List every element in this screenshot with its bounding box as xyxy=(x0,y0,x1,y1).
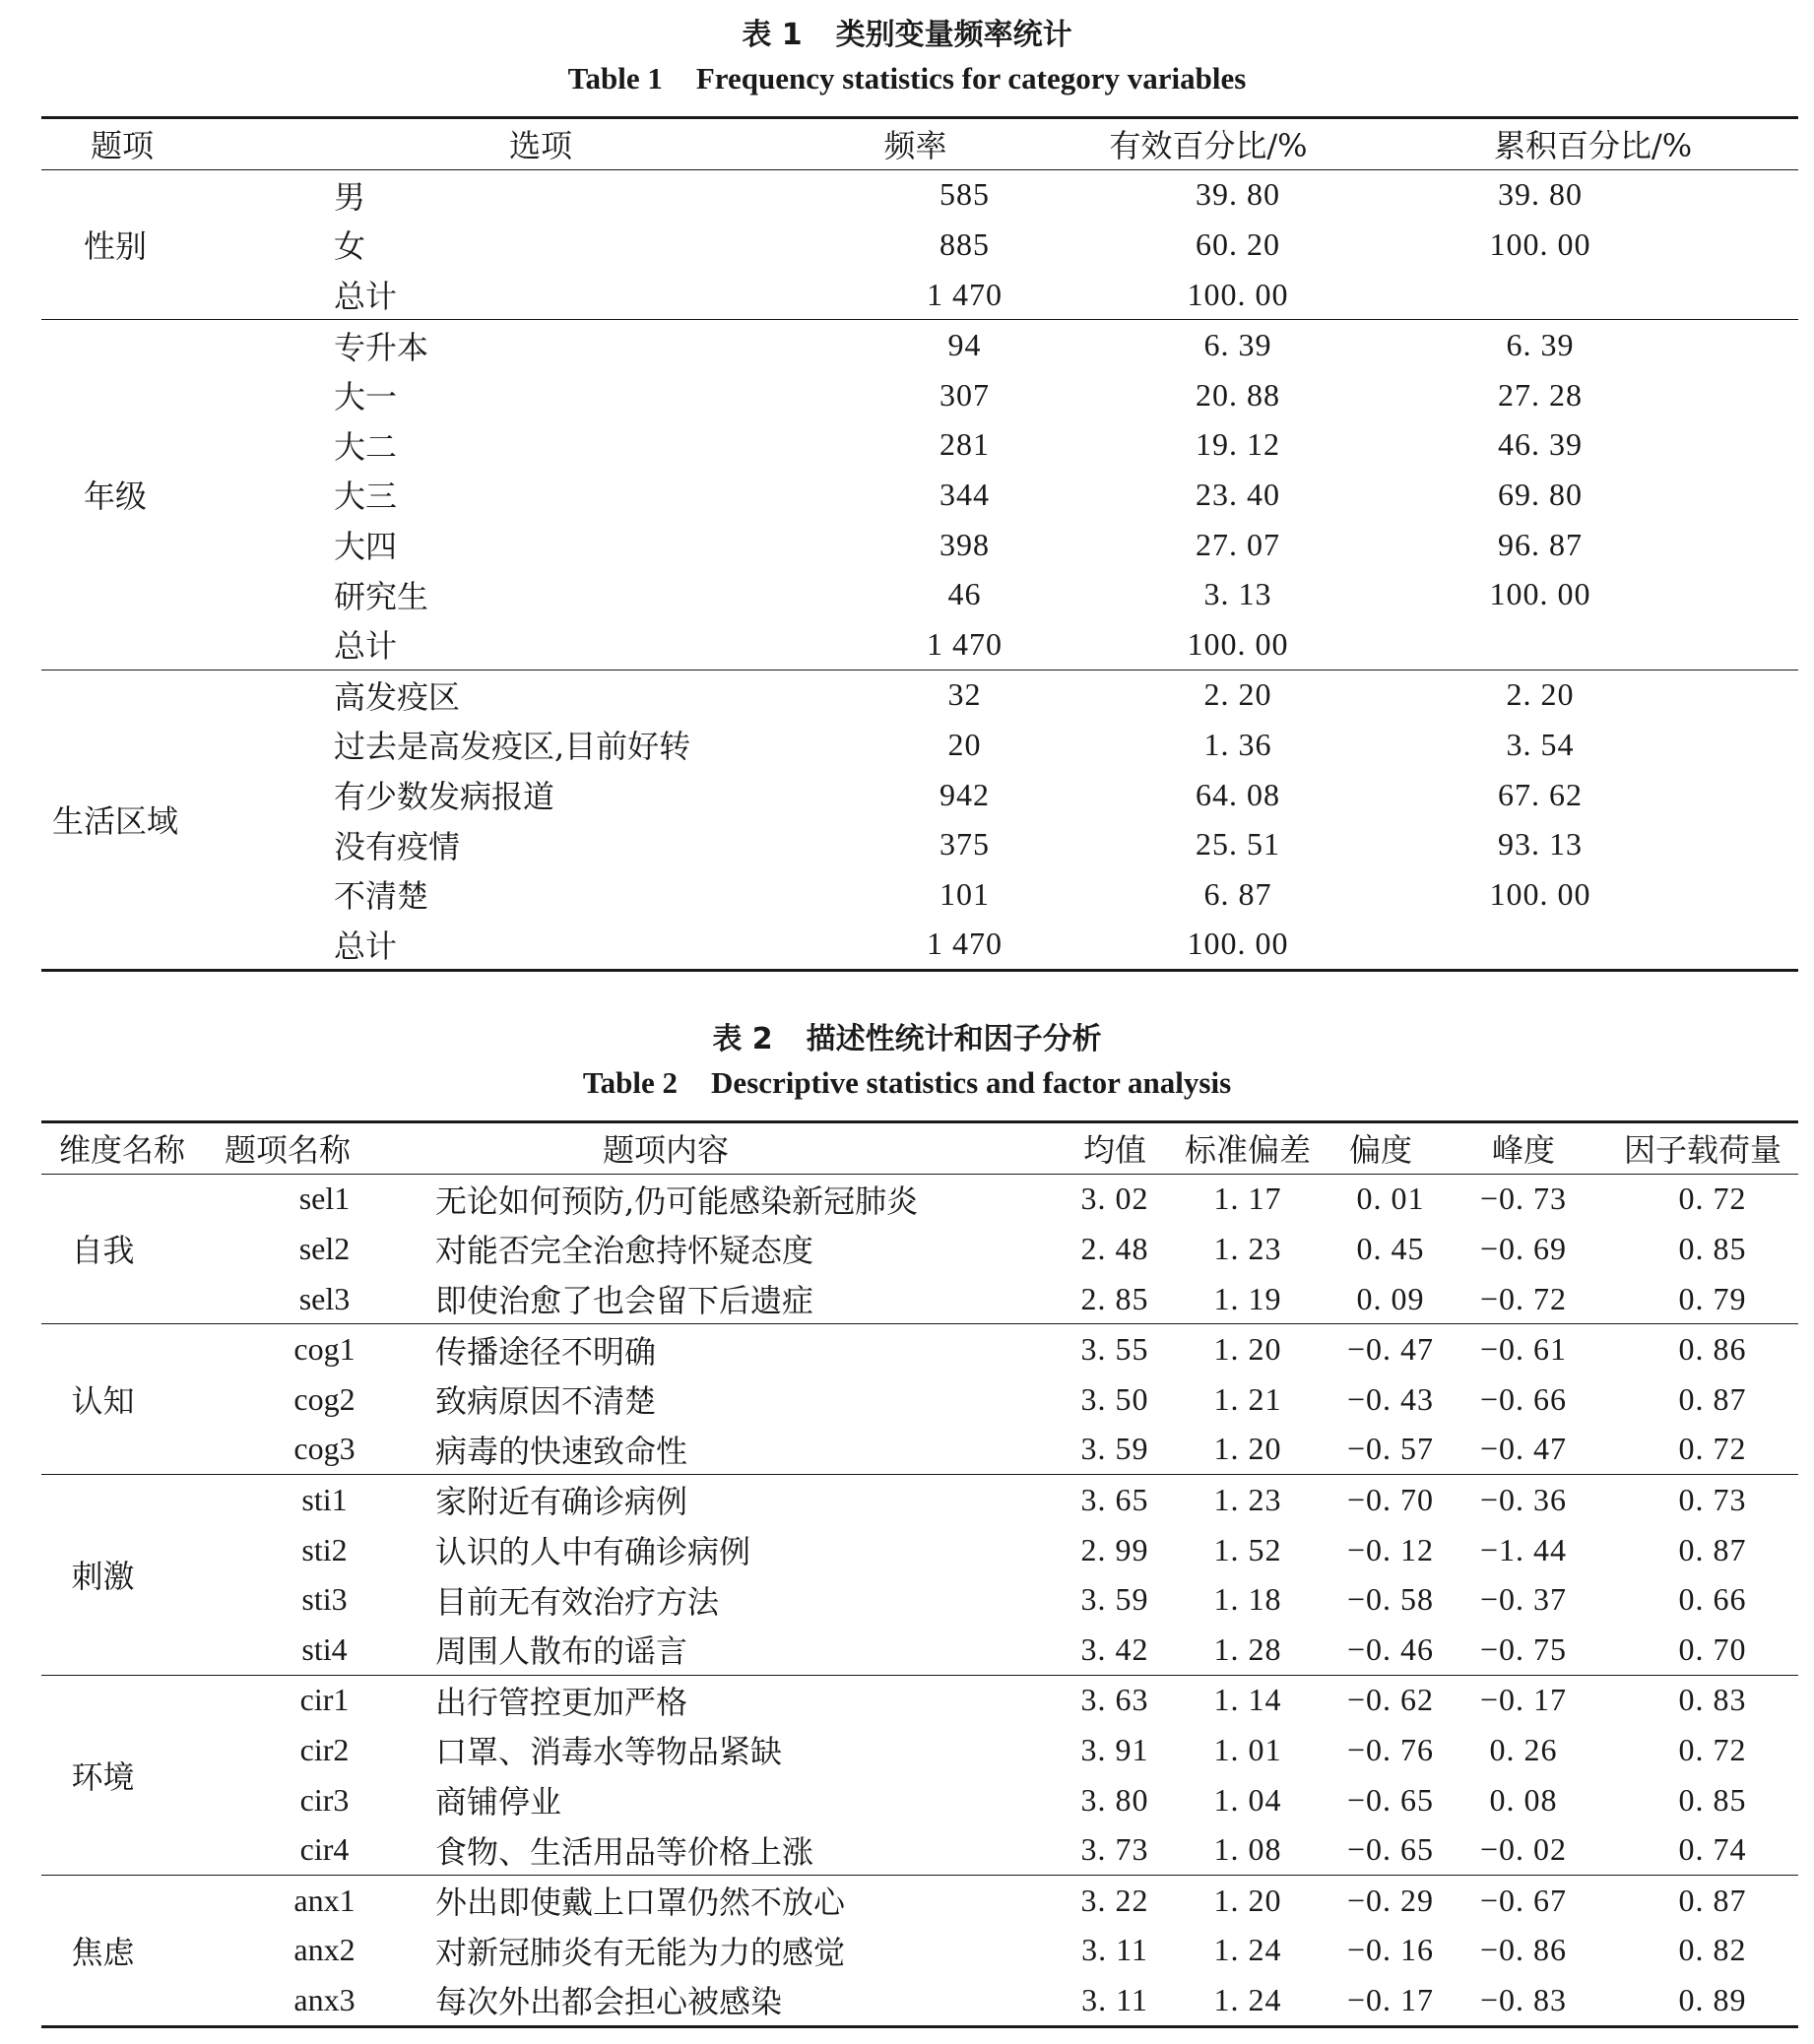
table2-row xyxy=(41,1775,1798,1825)
table1-row xyxy=(41,720,1798,770)
table1-cumulative-percent: 67. 62 xyxy=(1498,776,1583,812)
table2-factor-loading: 0. 87 xyxy=(1678,1882,1747,1918)
table2-row xyxy=(41,1224,1798,1274)
table2-sd: 1. 19 xyxy=(1174,1274,1322,1324)
table2-skewness: −0. 16 xyxy=(1346,1932,1435,1968)
table1-valid-percent: 6. 87 xyxy=(1203,875,1272,912)
table2-dimension-name: 认知 xyxy=(41,1324,209,1475)
table2-item-content: 口罩、消毒水等物品紧缺 xyxy=(435,1733,783,1771)
table2-mean: 3. 11 xyxy=(1056,1975,1174,2026)
table2-factor-loading: 0. 72 xyxy=(1678,1181,1747,1217)
table2-row xyxy=(41,1324,1798,1374)
table2-kurtosis: −0. 47 xyxy=(1440,1425,1607,1475)
table1-caption-cn xyxy=(0,10,1814,53)
table2-item-code: anx3 xyxy=(209,1975,366,2026)
table2-item-content: 家附近有确诊病例 xyxy=(435,1483,688,1521)
table1-option: 总计 xyxy=(258,619,785,670)
table2-item-code: sti1 xyxy=(301,1481,348,1517)
table2-kurtosis: −0. 37 xyxy=(1479,1581,1568,1618)
table1-option: 大三 xyxy=(334,478,398,516)
table2-item-content: 对新冠肺炎有无能为力的感觉 xyxy=(435,1933,846,1971)
table1-frequency: 46 xyxy=(947,576,982,612)
table2-header-row xyxy=(41,1122,1798,1175)
table2-kurtosis: 0. 26 xyxy=(1489,1731,1558,1767)
table1-option: 男 xyxy=(334,177,366,216)
table1-option: 不清楚 xyxy=(334,877,429,916)
table1-cumulative-percent: 39. 80 xyxy=(1498,176,1583,213)
table1-row xyxy=(41,819,1798,869)
table1-valid-percent: 64. 08 xyxy=(1196,776,1280,812)
table2-factor-loading: 0. 89 xyxy=(1607,1975,1798,2026)
table1-row xyxy=(41,320,1798,370)
table1-row xyxy=(41,619,1798,670)
table2-skewness: −0. 47 xyxy=(1346,1331,1435,1368)
table2-dimension-name: 环境 xyxy=(41,1675,209,1875)
table2-title-cn: 描述性统计和因子分析 xyxy=(806,1022,1102,1056)
table2-skewness: −0. 70 xyxy=(1346,1481,1435,1517)
table2-skewness: −0. 12 xyxy=(1346,1531,1435,1567)
table1-frequency: 585 xyxy=(939,176,990,213)
table1-frequency: 885 xyxy=(939,225,990,262)
table1-option: 总计 xyxy=(258,270,785,320)
table2-kurtosis: −0. 67 xyxy=(1479,1882,1568,1918)
table1-valid-percent: 60. 20 xyxy=(1196,225,1280,262)
table2-kurtosis: −0. 69 xyxy=(1479,1230,1568,1266)
table2-sd: 1. 17 xyxy=(1213,1181,1282,1217)
table2-skewness: −0. 65 xyxy=(1322,1824,1440,1875)
table2-skewness: 0. 01 xyxy=(1356,1181,1425,1217)
table2-factor-loading: 0. 66 xyxy=(1678,1581,1747,1618)
table2-item-code: cog2 xyxy=(293,1380,356,1417)
table1-header-frequency: 频率 xyxy=(785,118,1046,170)
table1-valid-percent: 2. 20 xyxy=(1203,676,1272,713)
table2-kurtosis: 0. 08 xyxy=(1489,1781,1558,1818)
table2-title-en: Descriptive statistics and factor analysis xyxy=(711,1065,1232,1100)
table1-frequency: 1 470 xyxy=(785,920,1046,971)
table2-mean: 3. 91 xyxy=(1080,1731,1149,1767)
table2-number-en: Table 2 xyxy=(582,1065,679,1100)
table2-header-item-name: 题项名称 xyxy=(209,1122,366,1175)
table1-row xyxy=(41,920,1798,971)
table2-kurtosis: −0. 72 xyxy=(1440,1274,1607,1324)
table2-sd: 1. 52 xyxy=(1213,1531,1282,1567)
table2-row xyxy=(41,1425,1798,1475)
table2-mean: 3. 02 xyxy=(1080,1181,1149,1217)
table1-group-name: 生活区域 xyxy=(41,670,258,971)
table2-sd: 1. 14 xyxy=(1213,1682,1282,1718)
table1-row xyxy=(41,370,1798,420)
table2-sd: 1. 24 xyxy=(1213,1932,1282,1968)
table2-factor-loading: 0. 70 xyxy=(1607,1625,1798,1675)
table2-dimension-name: 自我 xyxy=(41,1174,209,1324)
table1-valid-percent: 6. 39 xyxy=(1203,327,1272,363)
table1-valid-percent: 39. 80 xyxy=(1196,176,1280,213)
table1-cumulative-percent: 93. 13 xyxy=(1498,826,1583,862)
table2-factor-loading: 0. 85 xyxy=(1678,1230,1747,1266)
table2-mean: 3. 65 xyxy=(1080,1481,1149,1517)
table2-mean: 3. 59 xyxy=(1056,1425,1174,1475)
table1-option: 高发疫区 xyxy=(334,677,461,716)
table1-option: 过去是高发疫区,目前好转 xyxy=(334,728,691,766)
table2-skewness: −0. 46 xyxy=(1322,1625,1440,1675)
table1-option: 大二 xyxy=(334,427,398,466)
table1-valid-percent: 100. 00 xyxy=(1046,619,1371,670)
table2-sd: 1. 24 xyxy=(1174,1975,1322,2026)
table1-cumulative-percent: 2. 20 xyxy=(1506,676,1575,713)
table2-row xyxy=(41,1525,1798,1575)
table1-option: 总计 xyxy=(258,920,785,971)
table1-number-en: Table 1 xyxy=(567,61,663,96)
table2-item-content: 食物、生活用品等价格上涨 xyxy=(366,1824,1056,1875)
table1-row xyxy=(41,470,1798,520)
table1-frequency: 1 470 xyxy=(785,270,1046,320)
table2-factor-loading: 0. 83 xyxy=(1678,1682,1747,1718)
table1-option: 研究生 xyxy=(334,577,429,615)
table1-row xyxy=(41,770,1798,820)
table2-item-content: 无论如何预防,仍可能感染新冠肺炎 xyxy=(435,1182,919,1220)
table1-frequency: 20 xyxy=(947,726,982,762)
table2-dimension-name: 刺激 xyxy=(41,1475,209,1675)
table2-row xyxy=(41,1725,1798,1775)
table2-mean: 2. 99 xyxy=(1080,1531,1149,1567)
table1-row xyxy=(41,270,1798,320)
table2-skewness: −0. 62 xyxy=(1346,1682,1435,1718)
table2-item-content: 商铺停业 xyxy=(435,1783,562,1821)
table2-skewness: −0. 65 xyxy=(1346,1781,1435,1818)
table1-option: 没有疫情 xyxy=(334,827,461,865)
table2-item-code: sti3 xyxy=(301,1581,348,1618)
table2-sd: 1. 08 xyxy=(1174,1824,1322,1875)
table2-skewness: −0. 43 xyxy=(1346,1380,1435,1417)
table2-kurtosis: −0. 61 xyxy=(1479,1331,1568,1368)
table2-mean: 3. 80 xyxy=(1080,1781,1149,1818)
table1-cumulative-percent: 100. 00 xyxy=(1489,875,1591,912)
table2-item-code: sti2 xyxy=(301,1531,348,1567)
table2-kurtosis: −0. 17 xyxy=(1479,1682,1568,1718)
table2-item-content: 即使治愈了也会留下后遗症 xyxy=(366,1274,1056,1324)
table2-sd: 1. 20 xyxy=(1213,1331,1282,1368)
table2-item-content: 外出即使戴上口罩仍然不放心 xyxy=(435,1884,846,1922)
table1-group-name: 年级 xyxy=(41,320,258,670)
table2-row xyxy=(41,1475,1798,1525)
table2-item-code: sel2 xyxy=(298,1230,351,1266)
table1-row xyxy=(41,220,1798,270)
table2-item-content: 每次外出都会担心被感染 xyxy=(366,1975,1056,2026)
table1-cumulative-percent: 3. 54 xyxy=(1506,726,1575,762)
table2-item-code: cog1 xyxy=(293,1331,356,1368)
table1-title-en: Frequency statistics for category variables xyxy=(695,61,1247,96)
table1-option: 有少数发病报道 xyxy=(334,778,555,816)
table1-valid-percent: 100. 00 xyxy=(1046,920,1371,971)
table2-factor-loading: 0. 72 xyxy=(1678,1731,1747,1767)
table1-valid-percent: 25. 51 xyxy=(1196,826,1280,862)
table2-factor-loading: 0. 73 xyxy=(1678,1481,1747,1517)
descriptive-statistics-table xyxy=(41,1120,1798,2028)
table2-item-code: sel1 xyxy=(298,1181,351,1217)
table2-row xyxy=(41,1274,1798,1324)
table2-skewness: −0. 17 xyxy=(1322,1975,1440,2026)
table1-frequency: 32 xyxy=(947,676,982,713)
table1-cumulative-percent: 69. 80 xyxy=(1498,476,1583,512)
table1-valid-percent: 19. 12 xyxy=(1196,426,1280,463)
table2-item-code: sti4 xyxy=(209,1625,366,1675)
table2-item-content: 周围人散布的谣言 xyxy=(366,1625,1056,1675)
table2-sd: 1. 01 xyxy=(1213,1731,1282,1767)
table1-row xyxy=(41,169,1798,220)
table2-header-mean: 均值 xyxy=(1056,1122,1174,1175)
table1-option: 女 xyxy=(334,227,366,266)
table2-mean: 2. 48 xyxy=(1080,1230,1149,1266)
table2-item-code: cir3 xyxy=(299,1781,350,1818)
table2-factor-loading: 0. 86 xyxy=(1678,1331,1747,1368)
table2-item-content: 出行管控更加严格 xyxy=(435,1683,688,1721)
table1-valid-percent: 3. 13 xyxy=(1203,576,1272,612)
table2-dimension-name: 焦虑 xyxy=(41,1875,209,2026)
table1-valid-percent: 23. 40 xyxy=(1196,476,1280,512)
table2-kurtosis: −0. 73 xyxy=(1479,1181,1568,1217)
table2-mean: 3. 59 xyxy=(1080,1581,1149,1618)
table1-caption-en xyxy=(0,61,1814,96)
table2-item-content: 致病原因不清楚 xyxy=(435,1382,657,1421)
table1-cumulative-percent: 100. 00 xyxy=(1489,225,1591,262)
table2-kurtosis: −0. 36 xyxy=(1479,1481,1568,1517)
table2-mean: 3. 50 xyxy=(1080,1380,1149,1417)
table2-header-dimension: 维度名称 xyxy=(41,1122,209,1175)
table2-skewness: −0. 76 xyxy=(1346,1731,1435,1767)
table2-factor-loading: 0. 87 xyxy=(1678,1380,1747,1417)
table1-frequency: 398 xyxy=(939,526,990,562)
table1-cumulative-percent: 6. 39 xyxy=(1506,327,1575,363)
table2-factor-loading: 0. 72 xyxy=(1607,1425,1798,1475)
table1-title-cn: 类别变量频率统计 xyxy=(835,18,1072,52)
table1-body xyxy=(41,169,1798,971)
table1-header-item: 题项 xyxy=(41,118,258,170)
table2-factor-loading: 0. 74 xyxy=(1607,1824,1798,1875)
table2-sd: 1. 23 xyxy=(1213,1481,1282,1517)
table2-kurtosis: −0. 66 xyxy=(1479,1380,1568,1417)
table2-factor-loading: 0. 85 xyxy=(1678,1781,1747,1818)
table2-item-code: anx2 xyxy=(293,1932,356,1968)
table1-valid-percent: 27. 07 xyxy=(1196,526,1280,562)
table2-row xyxy=(41,1374,1798,1425)
table2-header-skewness: 偏度 xyxy=(1322,1122,1440,1175)
table1-cumulative-percent xyxy=(1371,270,1798,320)
table1-valid-percent: 100. 00 xyxy=(1046,270,1371,320)
table1-valid-percent: 20. 88 xyxy=(1196,376,1280,413)
table1-frequency: 942 xyxy=(939,776,990,812)
table2-row xyxy=(41,1625,1798,1675)
table2-mean: 3. 22 xyxy=(1080,1882,1149,1918)
table1-header-option: 选项 xyxy=(258,118,785,170)
table1-number-cn: 表 1 xyxy=(742,18,803,52)
table2-skewness: −0. 57 xyxy=(1322,1425,1440,1475)
table1-cumulative-percent: 100. 00 xyxy=(1489,576,1591,612)
table2-item-content: 对能否完全治愈持怀疑态度 xyxy=(435,1232,814,1270)
table2-row xyxy=(41,1574,1798,1625)
table2-kurtosis: −0. 02 xyxy=(1440,1824,1607,1875)
table1-frequency: 344 xyxy=(939,476,990,512)
table2-row xyxy=(41,1926,1798,1976)
table1-frequency: 94 xyxy=(947,327,982,363)
table2-skewness: 0. 45 xyxy=(1356,1230,1425,1266)
table1-header-cumulative-percent: 累积百分比/% xyxy=(1371,118,1798,170)
table1-option: 专升本 xyxy=(334,328,429,366)
table2-kurtosis: −0. 75 xyxy=(1440,1625,1607,1675)
table2-kurtosis: −0. 83 xyxy=(1440,1975,1607,2026)
table2-item-content: 病毒的快速致命性 xyxy=(366,1425,1056,1475)
table2-item-code: cog3 xyxy=(209,1425,366,1475)
table2-kurtosis: −0. 86 xyxy=(1479,1932,1568,1968)
table2-item-content: 认识的人中有确诊病例 xyxy=(435,1533,751,1571)
table2-skewness: −0. 29 xyxy=(1346,1882,1435,1918)
table1-cumulative-percent: 46. 39 xyxy=(1498,426,1583,463)
table1-row xyxy=(41,420,1798,471)
table2-factor-loading: 0. 79 xyxy=(1607,1274,1798,1324)
table2-mean: 3. 73 xyxy=(1056,1824,1174,1875)
table2-row xyxy=(41,1824,1798,1875)
table2-sd: 1. 20 xyxy=(1213,1882,1282,1918)
table2-row xyxy=(41,1675,1798,1725)
table2-mean: 3. 11 xyxy=(1081,1932,1148,1968)
table2-sd: 1. 28 xyxy=(1174,1625,1322,1675)
table1-frequency: 307 xyxy=(939,376,990,413)
table1-row xyxy=(41,520,1798,570)
table2-header-sd: 标准偏差 xyxy=(1174,1122,1322,1175)
table2-sd: 1. 18 xyxy=(1213,1581,1282,1618)
table2-mean: 3. 42 xyxy=(1056,1625,1174,1675)
table2-skewness: 0. 09 xyxy=(1322,1274,1440,1324)
table2-item-content: 目前无有效治疗方法 xyxy=(435,1582,720,1621)
table2-sd: 1. 04 xyxy=(1213,1781,1282,1818)
table2-item-code: anx1 xyxy=(293,1882,356,1918)
table2-number-cn: 表 2 xyxy=(712,1022,773,1056)
table2-row xyxy=(41,1174,1798,1224)
table2-header-kurtosis: 峰度 xyxy=(1440,1122,1607,1175)
table1-frequency: 281 xyxy=(939,426,990,463)
table1-frequency: 1 470 xyxy=(785,619,1046,670)
table1-cumulative-percent: 96. 87 xyxy=(1498,526,1583,562)
table2-mean: 3. 55 xyxy=(1080,1331,1149,1368)
table2-mean: 2. 85 xyxy=(1056,1274,1174,1324)
table1-header-row xyxy=(41,118,1798,170)
table2-sd: 1. 20 xyxy=(1174,1425,1322,1475)
table1-option: 大一 xyxy=(334,378,398,416)
table2-mean: 3. 63 xyxy=(1080,1682,1149,1718)
table2-caption-en xyxy=(0,1065,1814,1101)
table1-frequency: 375 xyxy=(939,826,990,862)
table2-factor-loading: 0. 82 xyxy=(1678,1932,1747,1968)
table2-sd: 1. 21 xyxy=(1213,1380,1282,1417)
table2-item-content: 传播途径不明确 xyxy=(435,1332,657,1371)
table2-factor-loading: 0. 87 xyxy=(1678,1531,1747,1567)
table1-row xyxy=(41,569,1798,619)
table2-item-code: cir1 xyxy=(299,1682,350,1718)
table2-caption-cn xyxy=(0,1014,1814,1057)
table2-skewness: −0. 58 xyxy=(1346,1581,1435,1618)
table1-frequency: 101 xyxy=(939,875,990,912)
table1-row xyxy=(41,869,1798,920)
table2-item-code: cir2 xyxy=(299,1731,350,1767)
table2-item-code: cir4 xyxy=(209,1824,366,1875)
table1-row xyxy=(41,670,1798,720)
table2-body xyxy=(41,1174,1798,2026)
table1-cumulative-percent xyxy=(1371,619,1798,670)
frequency-table xyxy=(41,116,1798,972)
table1-cumulative-percent xyxy=(1371,920,1798,971)
table2-kurtosis: −1. 44 xyxy=(1479,1531,1568,1567)
table2-row xyxy=(41,1875,1798,1925)
table2-item-code: sel3 xyxy=(209,1274,366,1324)
table2-header-factor-loading: 因子载荷量 xyxy=(1607,1122,1798,1175)
table2-header-item-content: 题项内容 xyxy=(366,1122,1056,1175)
table2-row xyxy=(41,1975,1798,2026)
table1-valid-percent: 1. 36 xyxy=(1203,726,1272,762)
table1-header-valid-percent: 有效百分比/% xyxy=(1046,118,1371,170)
table1-cumulative-percent: 27. 28 xyxy=(1498,376,1583,413)
table2-sd: 1. 23 xyxy=(1213,1230,1282,1266)
table1-option: 大四 xyxy=(334,528,398,566)
table1-group-name: 性别 xyxy=(41,169,258,320)
